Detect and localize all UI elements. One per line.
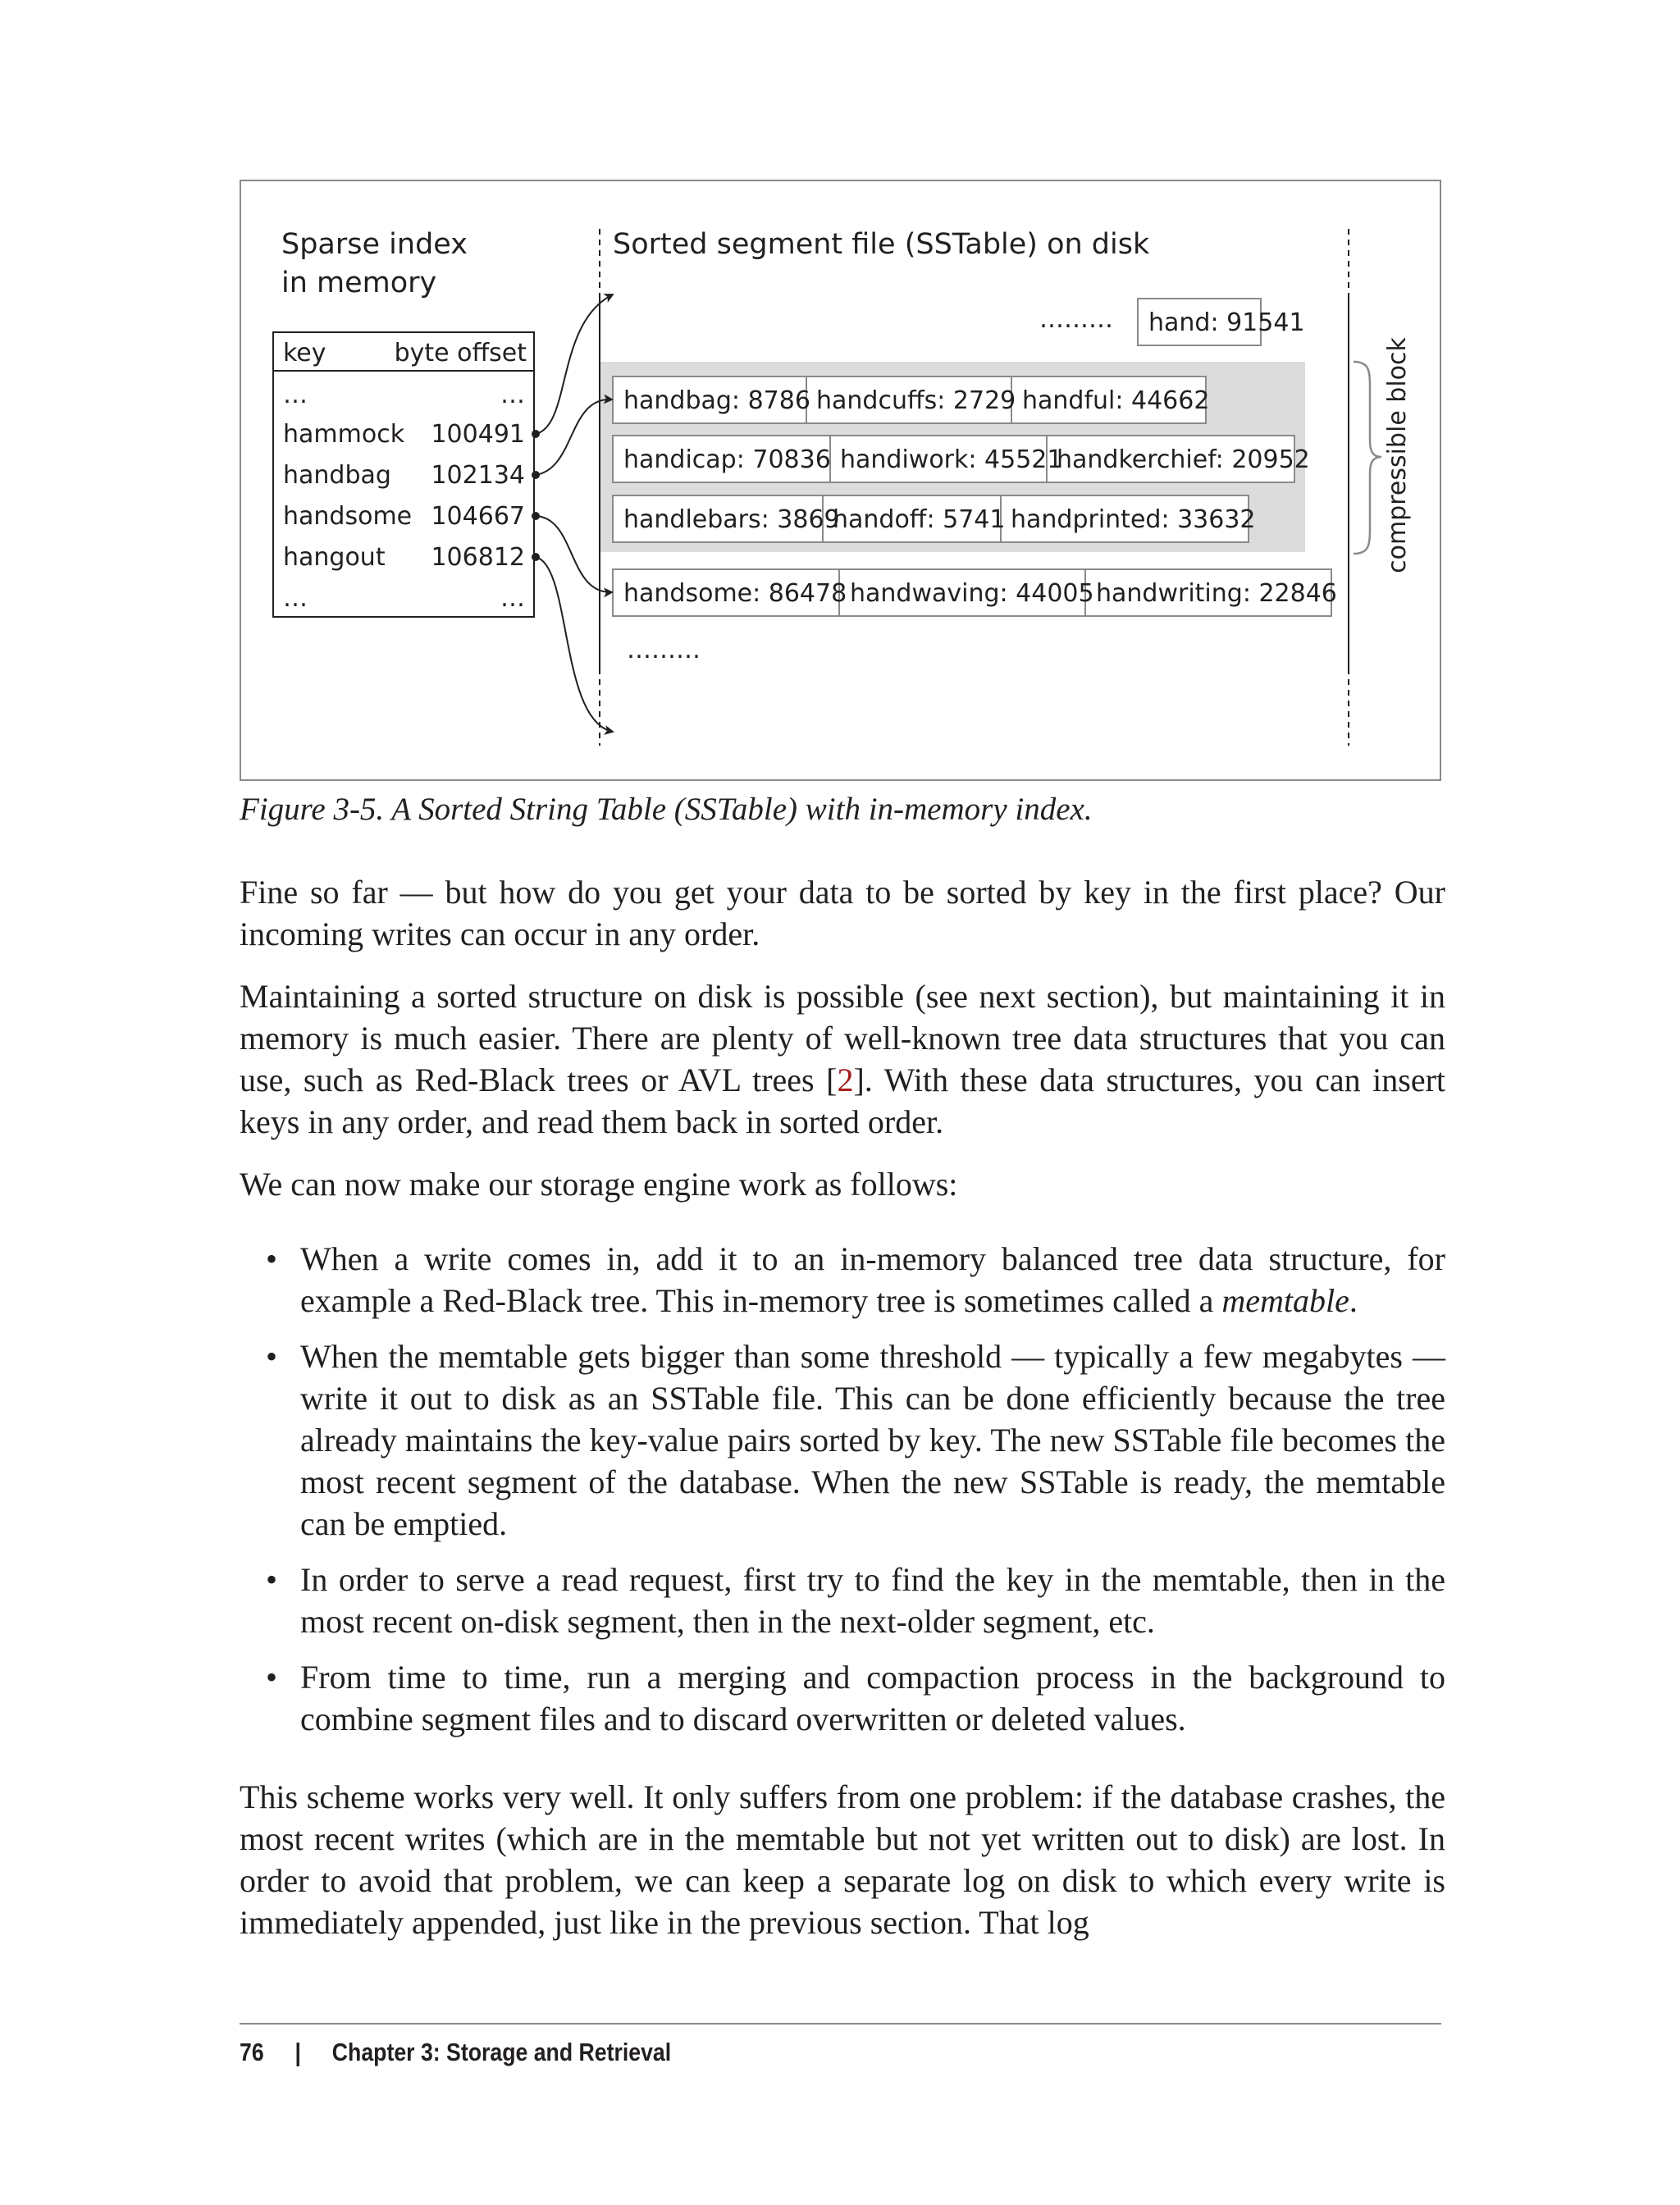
bullet-list bbox=[240, 1238, 1445, 1754]
entry-handbag: handbag: 8786 bbox=[623, 386, 810, 415]
sparse-index-title-line2: in memory bbox=[281, 267, 437, 299]
paragraph-1: Fine so far — but how do you get your data to be sorted by key in the first place? Our incoming writes can occur in any order. bbox=[240, 874, 1445, 952]
paragraph-2-text-b: ]. With these data structures, you can insert keys in any order, and read them back in sorted order. bbox=[240, 1061, 1446, 1140]
compressible-block-label: compressible block bbox=[1383, 337, 1412, 573]
bullet-marker: • bbox=[266, 1561, 278, 1598]
index-ellipsis-top-right: … bbox=[500, 381, 525, 409]
index-offset-hangout: 106812 bbox=[431, 543, 525, 572]
index-key-hangout: hangout bbox=[283, 543, 386, 572]
sparse-index-title-line1: Sparse index bbox=[281, 228, 468, 261]
chapter-title: Chapter 3: Storage and Retrieval bbox=[331, 2038, 672, 2066]
list-item bbox=[240, 1656, 1445, 1740]
entry-handlebars: handlebars: 3869 bbox=[623, 505, 840, 534]
bullet-marker: • bbox=[266, 1659, 278, 1696]
entry-handwriting: handwriting: 22846 bbox=[1096, 579, 1337, 608]
bullet-4-text: From time to time, run a merging and compaction process in the background to combine segment files and to discard overwritten or deleted values. bbox=[300, 1659, 1445, 1737]
paragraph-2-text-a: Maintaining a sorted structure on disk is possible (see next section), but maintaining it in memory is much easier. There are plenty of well-known tree data structures that you can use, such as Red-Black trees or AVL trees [ bbox=[240, 978, 1445, 1098]
entry-handful: handful: 44662 bbox=[1022, 386, 1210, 415]
entry-handiwork: handiwork: 45521 bbox=[840, 445, 1063, 474]
entry-hand: hand: 91541 bbox=[1148, 308, 1305, 337]
bullet-3-text: In order to serve a read request, first try to find the key in the memtable, then in the most recent on-disk segment, then in the next-older segment, etc. bbox=[300, 1561, 1445, 1640]
paragraph-2 bbox=[240, 975, 1445, 1143]
dots-after-entries: ……… bbox=[627, 636, 701, 664]
entry-handwaving: handwaving: 44005 bbox=[850, 579, 1094, 608]
index-key-hammock: hammock bbox=[283, 420, 405, 449]
entry-handoff: handoff: 5741 bbox=[833, 505, 1006, 534]
entry-handsome: handsome: 86478 bbox=[623, 579, 847, 608]
compressible-block-brace bbox=[1354, 362, 1381, 554]
sstable-title: Sorted segment file (SSTable) on disk bbox=[613, 228, 1150, 261]
bullet-marker: • bbox=[266, 1338, 278, 1375]
index-header-key: key bbox=[283, 339, 326, 368]
index-key-handbag: handbag bbox=[283, 461, 391, 490]
entry-handkerchief: handkerchief: 20952 bbox=[1057, 445, 1310, 474]
index-offset-handbag: 102134 bbox=[431, 461, 525, 490]
index-header-offset: byte offset bbox=[394, 339, 527, 368]
bullet-1-end: . bbox=[1349, 1282, 1358, 1319]
footer-separator: | bbox=[294, 2038, 301, 2066]
index-offset-hammock: 100491 bbox=[431, 420, 525, 449]
paragraph-4: This scheme works very well. It only suffers from one problem: if the database crashes, the most recent writes (which are in the memtable but not yet written out to disk) are lost. In order to avoid that problem, we can keep a separate log on disk to which every write is immediately appended, just like in the previous section. That log bbox=[240, 1778, 1445, 1941]
entry-handcuffs: handcuffs: 2729 bbox=[816, 386, 1016, 415]
dots-before-hand: ……… bbox=[1039, 305, 1113, 334]
figure-caption: Figure 3-5. A Sorted String Table (SSTable) with in-memory index. bbox=[240, 792, 1093, 827]
page-footer bbox=[240, 2033, 671, 2072]
reference-link-2[interactable]: 2 bbox=[837, 1061, 854, 1098]
index-ellipsis-top-left: … bbox=[283, 381, 308, 409]
list-item bbox=[240, 1559, 1445, 1642]
index-ellipsis-bottom-left: … bbox=[283, 584, 308, 613]
index-ellipsis-bottom-right: … bbox=[500, 584, 525, 613]
sstable-diagram bbox=[240, 180, 1441, 781]
footer-rule bbox=[240, 2023, 1441, 2025]
bullet-2-text: When the memtable gets bigger than some threshold — typically a few megabytes — write it out to disk as an SSTable file. This can be done efficiently because the tree already maintains the key-value pairs sorted by key. The new SSTable file becomes the most recent segment of the database. When the new SSTable is ready, the memtable can be emptied. bbox=[300, 1338, 1445, 1542]
entry-handicap: handicap: 70836 bbox=[623, 445, 831, 474]
entry-handprinted: handprinted: 33632 bbox=[1011, 505, 1256, 534]
bullet-1-text: When a write comes in, add it to an in-memory balanced tree data structure, for example a Red-Black tree. This in-memory tree is sometimes called a bbox=[300, 1240, 1445, 1319]
list-item bbox=[240, 1335, 1445, 1545]
bullet-1-term: memtable bbox=[1221, 1282, 1349, 1319]
index-offset-handsome: 104667 bbox=[431, 502, 525, 531]
list-item bbox=[240, 1238, 1445, 1322]
page-number: 76 bbox=[240, 2038, 264, 2066]
index-key-handsome: handsome bbox=[283, 502, 413, 531]
paragraph-3: We can now make our storage engine work as follows: bbox=[240, 1166, 958, 1203]
bullet-marker: • bbox=[266, 1240, 278, 1277]
pointer-arrow-hangout bbox=[536, 557, 613, 732]
